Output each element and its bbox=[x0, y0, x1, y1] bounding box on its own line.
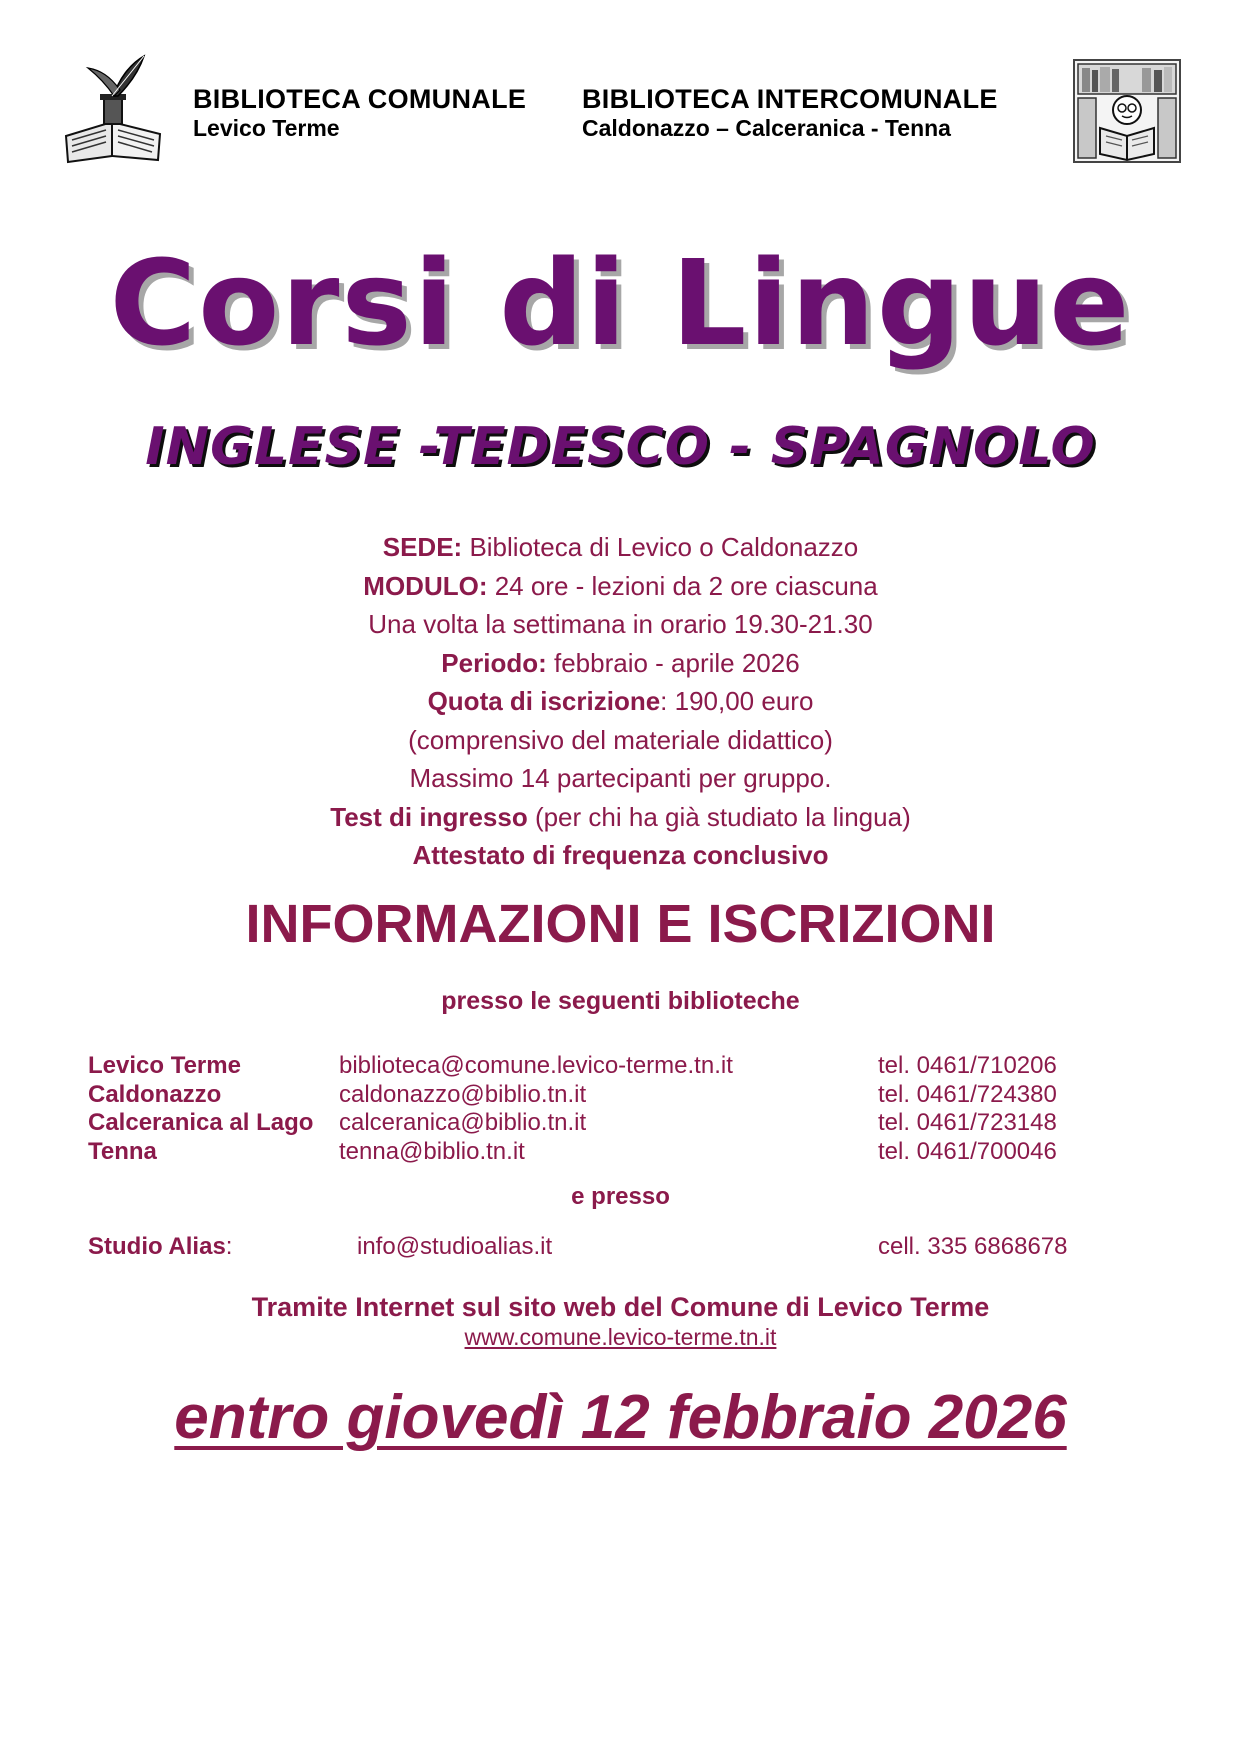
test-value: (per chi ha già studiato la lingua) bbox=[527, 801, 911, 832]
course-details bbox=[0, 528, 1241, 875]
studio-contact-row bbox=[88, 1233, 1188, 1263]
studio-name-wrapper bbox=[88, 1233, 232, 1261]
sede-label: SEDE: bbox=[382, 532, 463, 562]
library-email-link[interactable]: calceranica@biblio.tn.it bbox=[339, 1109, 587, 1136]
quota-line bbox=[0, 682, 1241, 721]
library-name: Tenna bbox=[88, 1137, 157, 1165]
periodo-value: febbraio - aprile 2026 bbox=[546, 647, 800, 678]
reading-child-bookshelf-logo-icon bbox=[1072, 58, 1182, 164]
periodo-line bbox=[0, 644, 1241, 683]
presso-text: presso le seguenti biblioteche bbox=[441, 987, 800, 1015]
sede-value: Biblioteca di Levico o Caldonazzo bbox=[462, 532, 859, 562]
table-row bbox=[88, 1081, 1188, 1110]
library-phone: tel. 0461/724380 bbox=[878, 1080, 1057, 1108]
studio-name: Studio Alias bbox=[88, 1233, 226, 1260]
schedule-line: Una volta la settimana in orario 19.30-21.30 bbox=[368, 609, 873, 639]
library-intercomunale bbox=[582, 84, 998, 142]
library-name: Calceranica al Lago bbox=[88, 1109, 314, 1136]
studio-email-link[interactable]: info@studioalias.it bbox=[357, 1233, 553, 1260]
library-phone: tel. 0461/723148 bbox=[878, 1109, 1057, 1136]
internet-text: Tramite Internet sul sito web del Comune di Levico Terme bbox=[251, 1292, 990, 1322]
e-presso-text: e presso bbox=[571, 1183, 670, 1210]
studio-phone: cell. 335 6868678 bbox=[878, 1233, 1068, 1260]
languages-subtitle: INGLESE -TEDESCO - SPAGNOLO bbox=[145, 417, 1096, 477]
quota-value: : 190,00 euro bbox=[660, 686, 814, 716]
library-name: Caldonazzo bbox=[88, 1080, 222, 1108]
table-row bbox=[88, 1052, 1188, 1081]
modulo-value: 24 ore - lezioni da 2 ore ciascuna bbox=[487, 570, 878, 601]
studio-colon: : bbox=[225, 1233, 233, 1260]
max-participants: Massimo 14 partecipanti per gruppo. bbox=[409, 763, 832, 793]
library-contacts-table bbox=[88, 1052, 1188, 1166]
library-comunale-place: Levico Terme bbox=[193, 115, 340, 141]
test-line bbox=[0, 798, 1241, 837]
page-title: Corsi di Lingue bbox=[109, 234, 1132, 372]
library-name: Levico Terme bbox=[88, 1052, 241, 1079]
table-row bbox=[88, 1138, 1188, 1167]
table-row bbox=[88, 1109, 1188, 1138]
periodo-label: Periodo: bbox=[441, 647, 547, 678]
library-email-link[interactable]: caldonazzo@biblio.tn.it bbox=[339, 1080, 587, 1108]
modulo-label: MODULO: bbox=[363, 570, 488, 601]
library-comunale bbox=[193, 84, 526, 142]
library-phone: tel. 0461/710206 bbox=[878, 1052, 1057, 1079]
test-label: Test di ingresso bbox=[330, 801, 528, 832]
quota-note: (comprensivo del materiale didattico) bbox=[408, 724, 833, 755]
info-heading: INFORMAZIONI E ISCRIZIONI bbox=[245, 894, 996, 954]
deadline-text: entro giovedì 12 febbraio 2026 bbox=[174, 1383, 1067, 1452]
attestato-text: Attestato di frequenza conclusivo bbox=[412, 840, 829, 870]
library-phone: tel. 0461/700046 bbox=[878, 1137, 1057, 1165]
library-email-link[interactable]: biblioteca@comune.levico-terme.tn.it bbox=[339, 1052, 733, 1079]
website-link[interactable]: www.comune.levico-terme.tn.it bbox=[464, 1324, 777, 1350]
book-and-quill-logo-icon bbox=[60, 52, 170, 164]
sede-line bbox=[0, 528, 1241, 567]
library-email-link[interactable]: tenna@biblio.tn.it bbox=[339, 1137, 525, 1165]
quota-label: Quota di iscrizione bbox=[427, 686, 661, 716]
library-intercomunale-name: BIBLIOTECA INTERCOMUNALE bbox=[582, 84, 998, 114]
library-intercomunale-place: Caldonazzo – Calceranica - Tenna bbox=[582, 115, 951, 141]
library-comunale-name: BIBLIOTECA COMUNALE bbox=[193, 84, 527, 114]
attestato-line bbox=[0, 836, 1241, 875]
modulo-line bbox=[0, 567, 1241, 606]
